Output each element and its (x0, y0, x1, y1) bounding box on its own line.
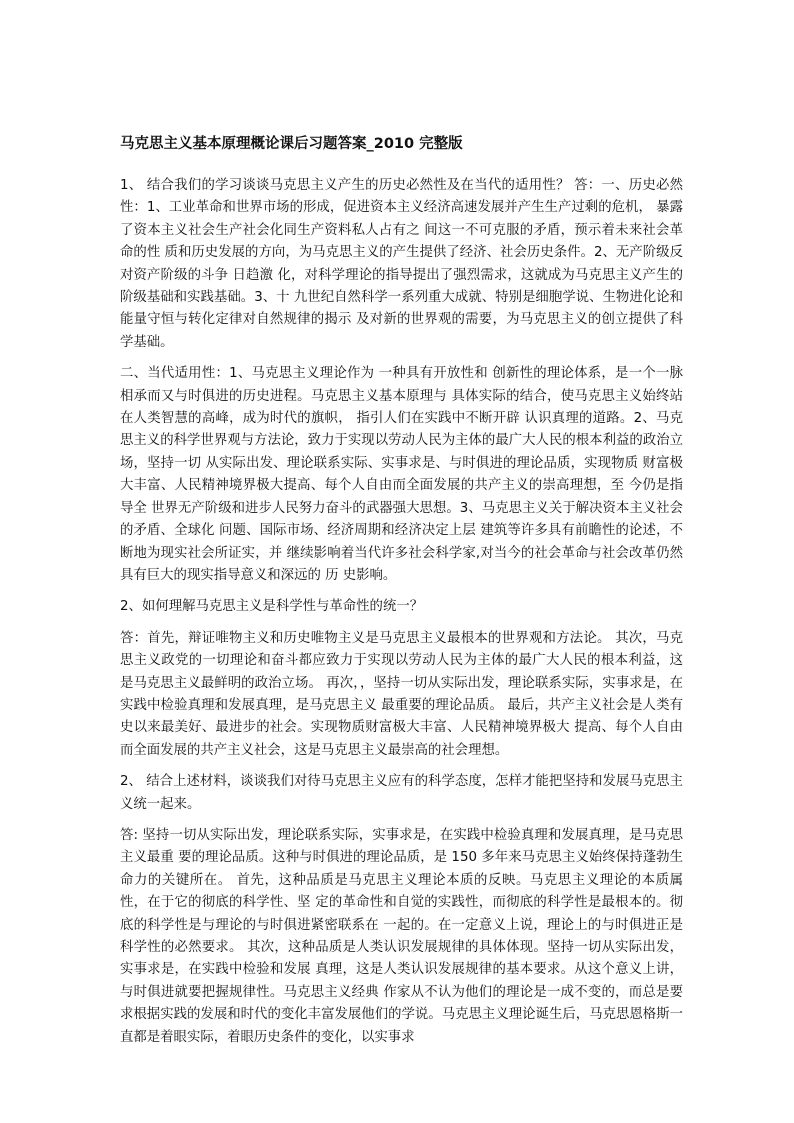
document-title: 马克思主义基本原理概论课后习题答案_2010 完整版 (120, 136, 463, 152)
paragraph-question-2: 2、如何理解马克思主义是科学性与革命性的统一？ (120, 599, 424, 615)
paragraph-q3-answer: 答: 坚持一切从实际出发，理论联系实际，实事求是，在实践中检验真理和发展真理，是马克思主义最重 要的理论品质。这种与时俱进的理论品质，是 150 多年来马克思主义始终保持蓬勃生命力的关键所在。 首先，这种品质是马克思主义理论本质的反映。马克思主义理论的本质属性，在于它的彻底的科学性、坚 定的革命性和自觉的实践性，而彻底的科学性是最根本的。彻底的科学性是与理论的与时俱进紧密联系在 一起的。在一定意义上说，理论上的与时俱进正是科学性的必然要求。 其次，这种品质是人类认识发展规律的具体体现。坚持一切从实际出发，实事求是，在实践中检验和发展 真理，这是人类认识发展规律的基本要求。从这个意义上讲，与时俱进就要把握规律性。马克思主义经典 作家从不认为他们的理论是一成不变的，而总是要求根据实践的发展和时代的变化丰富发展他们的学说。马克思主义理论诞生后，马克思恩格斯一直都是着眼实际，着眼历史条件的变化，以实事求 (120, 827, 683, 1045)
paragraph-question-3: 2、 结合上述材料，谈谈我们对待马克思主义应有的科学态度，怎样才能把坚持和发展马克思主义统一起来。 (120, 774, 683, 812)
paragraph-q1-answer-part2: 二、当代适用性：1、马克思主义理论作为 一种具有开放性和 创新性的理论体系，是一个一脉相承而又与时俱进的历史进程。马克思主义基本原理与 具体实际的结合，使马克思主义始终站在人类智慧的高峰，成为时代的旗帜， 指引人们在实践中不断开辟 认识真理的道路。2、马克思主义的科学世界观与方法论，致力于实现以劳动人民为主体的最广大人民的根本利益的政治立场，坚持一切 从实际出发、理论联系实际、实事求是、与时俱进的理论品质，实现物质 财富极大丰富、人民精神境界极大提高、每个人自由而全面发展的共产主义的崇高理想，至 今仍是指导全 世界无产阶级和进步人民努力奋斗的武器强大思想。3、马克思主义关于解决资本主义社会的矛盾、全球化 问题、国际市场、经济周期和经济决定上层 建筑等许多具有前瞻性的论述，不断地为现实社会所证实，并 继续影响着当代许多社会科学家,对当今的社会革命与社会改革仍然具有巨大的现实指导意义和深远的 历 史影响。 (120, 366, 683, 583)
document-body (120, 133, 683, 1058)
paragraph-q1-answer-part1: 1、 结合我们的学习谈谈马克思主义产生的历史必然性及在当代的适用性？ 答：一、历史必然性：1、工业革命和世界市场的形成，促进资本主义经济高速发展并产生生产过剩的危机， 暴露了资本主义社会生产社会化同生产资料私人占有之 间这一不可克服的矛盾，预示着未来社会革命的性 质和历史发展的方向，为马克思主义的产生提供了经济、社会历史条件。2、无产阶级反对资产阶级的斗争 日趋激 化，对科学理论的指导提出了强烈需求，这就成为马克思主义产生的阶级基础和实践基础。3、十 九世纪自然科学一系列重大成就、特别是细胞学说、生物进化论和 能量守恒与转化定律对自然规律的揭示 及对新的世界观的需要，为马克思主义的创立提供了科学基础。 (120, 178, 683, 350)
paragraph-q2-answer: 答：首先，辩证唯物主义和历史唯物主义是马克思主义最根本的世界观和方法论。 其次，马克思主义政党的一切理论和奋斗都应致力于实现以劳动人民为主体的最广大人民的根本利益，这 是马克思主义最鲜明的政治立场。 再次，，坚持一切从实际出发，理论联系实际，实事求是，在实践中检验真理和发展真理，是马克思主义 最重要的理论品质。 最后，共产主义社会是人类有史以来最美好、最进步的社会。实现物质财富极大丰富、人民精神境界极大 提高、每个人自由而全面发展的共产主义社会，这是马克思主义最崇高的社会理想。 (120, 630, 683, 758)
